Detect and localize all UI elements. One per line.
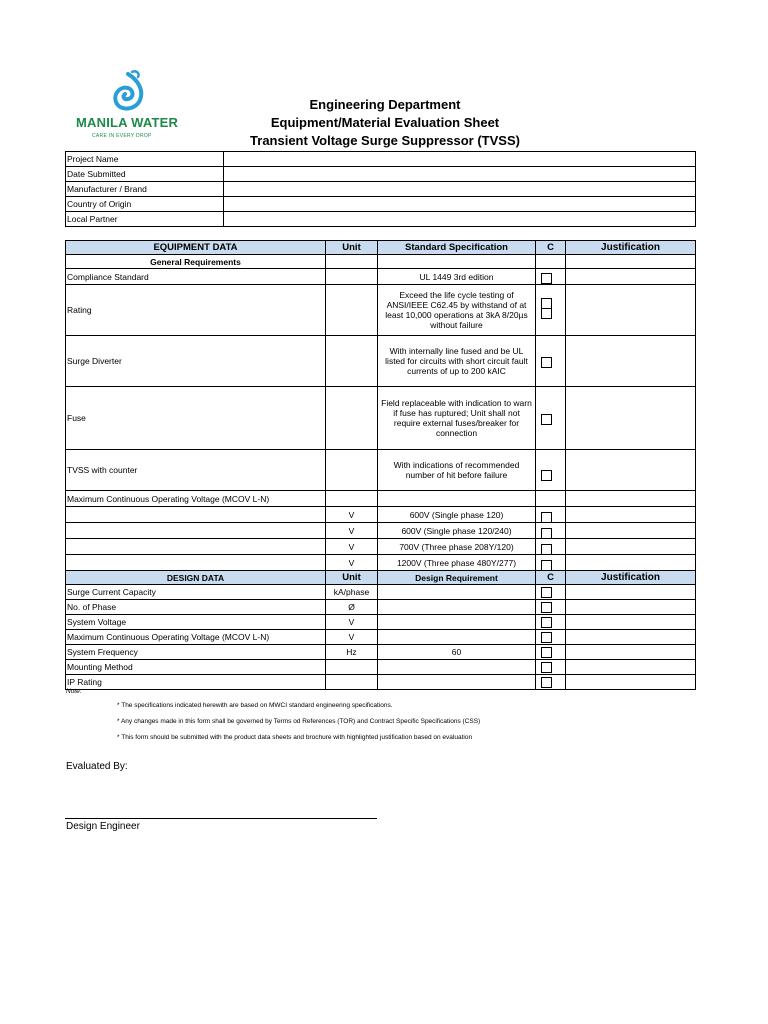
compliance-checkbox[interactable] — [541, 544, 552, 555]
justification-cell[interactable] — [566, 555, 696, 571]
justification-cell[interactable] — [566, 585, 696, 600]
design-unit: V — [326, 615, 378, 630]
compliance-cell — [536, 645, 566, 660]
design-row — [66, 660, 696, 675]
design-unit: kA/phase — [326, 585, 378, 600]
project-info-table — [65, 151, 696, 227]
justification-cell[interactable] — [566, 615, 696, 630]
note-item-2: * Any changes made in this form shall be governed by Terms od References (TOR) and Contract Specific Specifications (CSS) — [117, 718, 481, 725]
equipment-row — [66, 269, 696, 285]
compliance-cell — [536, 600, 566, 615]
evaluated-by-label: Evaluated By: — [66, 761, 128, 772]
equipment-unit — [326, 450, 378, 491]
signature-line — [65, 818, 377, 819]
justification-cell[interactable] — [566, 269, 696, 285]
project-field-label: Local Partner — [66, 212, 224, 227]
compliance-checkbox[interactable] — [541, 308, 552, 319]
project-field-value[interactable] — [224, 212, 696, 227]
equipment-unit — [326, 285, 378, 336]
project-field-row — [66, 152, 696, 167]
compliance-cell — [536, 523, 566, 539]
sheet-title: Equipment/Material Evaluation Sheet — [270, 115, 500, 130]
equipment-label: Compliance Standard — [66, 269, 326, 285]
project-field-value[interactable] — [224, 182, 696, 197]
design-requirement-value[interactable]: 60 — [378, 645, 536, 660]
equipment-row — [66, 523, 696, 539]
evaluation-table — [65, 240, 696, 690]
logo-wordmark: MANILA WATER — [76, 115, 179, 130]
equipment-label: Maximum Continuous Operating Voltage (MCOV L-N) — [66, 491, 326, 507]
unit-header: Unit — [326, 571, 378, 585]
compliance-cell — [536, 555, 566, 571]
design-label: System Frequency — [66, 645, 326, 660]
compliance-checkbox[interactable] — [541, 602, 552, 613]
standard-spec-header: Standard Specification — [378, 241, 536, 255]
equipment-label: Rating — [66, 285, 326, 336]
justification-cell[interactable] — [566, 675, 696, 690]
design-unit: Ø — [326, 600, 378, 615]
standard-spec-value: With indications of recommended number of hit before failure — [378, 450, 536, 491]
compliance-checkbox[interactable] — [541, 470, 552, 481]
equipment-label: Fuse — [66, 387, 326, 450]
justification-cell[interactable] — [566, 645, 696, 660]
equipment-row — [66, 285, 696, 336]
justification-cell[interactable] — [566, 491, 696, 507]
project-field-row — [66, 212, 696, 227]
design-unit: V — [326, 630, 378, 645]
compliance-cell — [536, 387, 566, 450]
project-field-row — [66, 182, 696, 197]
compliance-cell — [536, 491, 566, 507]
design-header-row — [66, 571, 696, 585]
justification-cell[interactable] — [566, 539, 696, 555]
compliance-checkbox[interactable] — [541, 587, 552, 598]
justification-cell[interactable] — [566, 387, 696, 450]
equipment-row — [66, 539, 696, 555]
logo-tagline: CARE IN EVERY DROP — [92, 133, 152, 139]
equipment-row — [66, 491, 696, 507]
project-field-row — [66, 167, 696, 182]
note-item-3: * This form should be submitted with the product data sheets and brochure with highlighted justification based on evaluation — [117, 734, 473, 741]
justification-cell[interactable] — [566, 336, 696, 387]
compliance-header: C — [536, 241, 566, 255]
design-row — [66, 615, 696, 630]
equipment-row — [66, 507, 696, 523]
equipment-label — [66, 555, 326, 571]
compliance-cell — [536, 450, 566, 491]
compliance-checkbox[interactable] — [541, 357, 552, 368]
project-field-label: Manufacturer / Brand — [66, 182, 224, 197]
section-row — [66, 255, 696, 269]
equipment-label — [66, 507, 326, 523]
compliance-cell — [536, 336, 566, 387]
justification-cell[interactable] — [566, 523, 696, 539]
justification-header: Justification — [566, 241, 696, 255]
design-requirement-value[interactable] — [378, 585, 536, 600]
design-label: System Voltage — [66, 615, 326, 630]
design-row — [66, 585, 696, 600]
compliance-checkbox[interactable] — [541, 647, 552, 658]
equipment-header-row — [66, 241, 696, 255]
justification-cell[interactable] — [566, 630, 696, 645]
project-field-label: Project Name — [66, 152, 224, 167]
compliance-cell — [536, 630, 566, 645]
unit-header: Unit — [326, 241, 378, 255]
equipment-data-header: EQUIPMENT DATA — [66, 241, 326, 255]
project-field-value[interactable] — [224, 152, 696, 167]
equipment-unit: V — [326, 555, 378, 571]
project-field-label: Country of Origin — [66, 197, 224, 212]
equipment-unit — [326, 269, 378, 285]
design-label: No. of Phase — [66, 600, 326, 615]
equipment-unit — [326, 491, 378, 507]
design-requirement-value[interactable] — [378, 615, 536, 630]
note-item-1: * The specifications indicated herewith are based on MWCI standard engineering specifications. — [117, 702, 393, 709]
standard-spec-value: UL 1449 3rd edition — [378, 269, 536, 285]
design-requirement-value[interactable] — [378, 600, 536, 615]
equipment-row — [66, 336, 696, 387]
compliance-cell — [536, 269, 566, 285]
equipment-label: Surge Diverter — [66, 336, 326, 387]
design-requirement-value[interactable] — [378, 675, 536, 690]
compliance-header: C — [536, 571, 566, 585]
compliance-cell — [536, 285, 566, 336]
standard-spec-value — [378, 491, 536, 507]
compliance-cell — [536, 585, 566, 600]
equipment-label — [66, 523, 326, 539]
design-requirement-header: Design Requirement — [378, 571, 536, 585]
design-requirement-value[interactable] — [378, 630, 536, 645]
justification-cell[interactable] — [566, 285, 696, 336]
product-title: Transient Voltage Surge Suppressor (TVSS) — [250, 133, 520, 148]
justification-cell[interactable] — [566, 660, 696, 675]
project-field-label: Date Submitted — [66, 167, 224, 182]
design-row — [66, 630, 696, 645]
justification-cell[interactable] — [566, 450, 696, 491]
compliance-cell — [536, 507, 566, 523]
design-label: Mounting Method — [66, 660, 326, 675]
equipment-row — [66, 450, 696, 491]
equipment-row — [66, 387, 696, 450]
compliance-checkbox[interactable] — [541, 677, 552, 688]
design-row — [66, 645, 696, 660]
compliance-checkbox[interactable] — [541, 273, 552, 284]
design-label: IP Rating — [66, 675, 326, 690]
standard-spec-value: Exceed the life cycle testing of ANSI/IEEE C62.45 by withstand of at least 10,000 operations at 3kA 8/20µs without failure — [378, 285, 536, 336]
compliance-checkbox[interactable] — [541, 512, 552, 523]
standard-spec-value: 700V (Three phase 208Y/120) — [378, 539, 536, 555]
standard-spec-value: 1200V (Three phase 480Y/277) — [378, 555, 536, 571]
justification-cell[interactable] — [566, 507, 696, 523]
equipment-unit: V — [326, 523, 378, 539]
standard-spec-value: 600V (Single phase 120) — [378, 507, 536, 523]
compliance-checkbox[interactable] — [541, 560, 552, 571]
compliance-cell — [536, 539, 566, 555]
design-unit: Hz — [326, 645, 378, 660]
design-unit — [326, 675, 378, 690]
design-row — [66, 675, 696, 690]
standard-spec-value: 600V (Single phase 120/240) — [378, 523, 536, 539]
compliance-cell — [536, 615, 566, 630]
justification-header: Justification — [566, 571, 696, 585]
standard-spec-value: With internally line fused and be UL listed for circuits with short circuit fault currents of up to 200 kAIC — [378, 336, 536, 387]
compliance-checkbox[interactable] — [541, 662, 552, 673]
water-drop-swirl-icon — [108, 70, 148, 115]
signature-role: Design Engineer — [66, 821, 140, 832]
equipment-label: TVSS with counter — [66, 450, 326, 491]
compliance-cell — [536, 660, 566, 675]
equipment-unit — [326, 387, 378, 450]
design-row — [66, 600, 696, 615]
compliance-checkbox[interactable] — [541, 632, 552, 643]
note-title: Note: — [66, 688, 82, 695]
department-title: Engineering Department — [309, 97, 461, 112]
compliance-checkbox[interactable] — [541, 414, 552, 425]
project-field-value[interactable] — [224, 167, 696, 182]
justification-cell[interactable] — [566, 600, 696, 615]
standard-spec-value: Field replaceable with indication to warn if fuse has ruptured; Unit shall not require external fuses/breaker for connection — [378, 387, 536, 450]
design-label: Maximum Continuous Operating Voltage (MCOV L-N) — [66, 630, 326, 645]
design-requirement-value[interactable] — [378, 660, 536, 675]
compliance-checkbox[interactable] — [541, 528, 552, 539]
compliance-cell — [536, 675, 566, 690]
equipment-unit: V — [326, 507, 378, 523]
design-label: Surge Current Capacity — [66, 585, 326, 600]
general-requirements-label: General Requirements — [66, 255, 326, 269]
project-field-value[interactable] — [224, 197, 696, 212]
design-data-header: DESIGN DATA — [66, 571, 326, 585]
equipment-label — [66, 539, 326, 555]
equipment-unit: V — [326, 539, 378, 555]
project-field-row — [66, 197, 696, 212]
equipment-unit — [326, 336, 378, 387]
equipment-row — [66, 555, 696, 571]
design-unit — [326, 660, 378, 675]
compliance-checkbox[interactable] — [541, 617, 552, 628]
